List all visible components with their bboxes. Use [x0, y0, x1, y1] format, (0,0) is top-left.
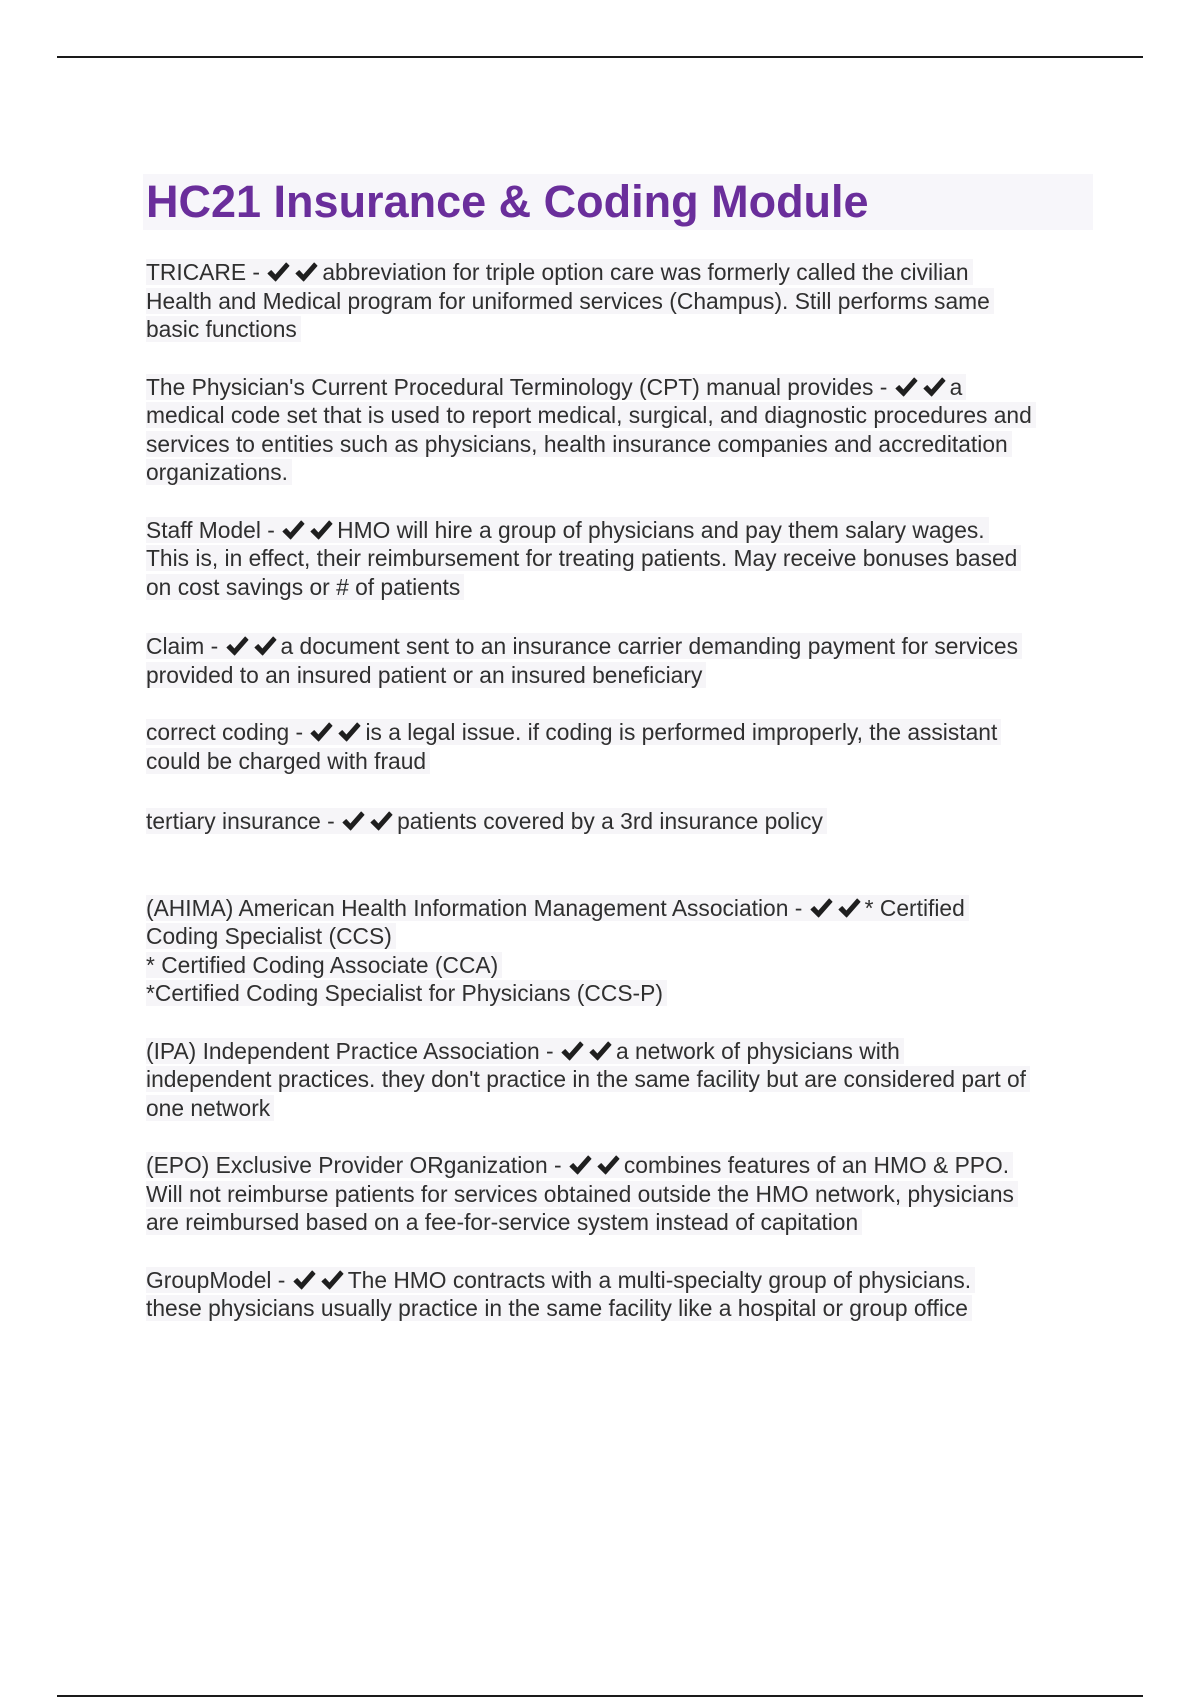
entry-group-model: [146, 1266, 1096, 1323]
entry-definition-line: could be charged with fraud: [146, 748, 430, 774]
entry-definition-line: Coding Specialist (CCS): [146, 923, 396, 949]
entry-tricare: [146, 258, 1096, 344]
entry-definition-line: patients covered by a 3rd insurance policy: [397, 808, 823, 834]
entry-staff-model: [146, 516, 1096, 602]
entry-definition-line: medical code set that is used to report medical, surgical, and diagnostic procedures and: [146, 402, 1036, 428]
entry-definition-line: a: [949, 373, 963, 400]
check-mark-icon: [337, 721, 363, 743]
entry-ipa: [146, 1037, 1096, 1123]
check-mark-icon: [281, 519, 307, 541]
entry-correct-coding: [146, 718, 1096, 775]
entry-term: Staff Model -: [146, 516, 282, 543]
entry-definition-line: The HMO contracts with a multi-specialty group of physicians.: [347, 1266, 972, 1293]
entry-tertiary-insurance: [146, 807, 1096, 836]
check-mark-icon: [341, 810, 367, 832]
check-mark-icon: [894, 376, 920, 398]
entry-epo: [146, 1151, 1096, 1237]
check-mark-icon: [837, 897, 863, 919]
entry-definition-line: This is, in effect, their reimbursement for treating patients. May receive bonuses based: [146, 545, 1021, 571]
entry-definition-line: services to entities such as physicians, health insurance companies and accreditation: [146, 431, 1012, 457]
check-mark-icon: [294, 261, 320, 283]
entry-term: Claim -: [146, 633, 225, 659]
check-mark-icon: [292, 1269, 318, 1291]
entry-definition-line: abbreviation for triple option care was formerly called the civilian: [322, 259, 969, 285]
check-mark-icon: [588, 1040, 614, 1062]
entry-definition-line: organizations.: [146, 459, 292, 485]
entry-term: (EPO) Exclusive Provider ORganization -: [146, 1152, 568, 1178]
check-mark-icon: [560, 1040, 586, 1062]
entry-definition-line: Health and Medical program for uniformed services (Champus). Still performs same: [146, 288, 994, 314]
entry-definition-line: provided to an insured patient or an insured beneficiary: [146, 662, 706, 688]
check-mark-icon: [809, 897, 835, 919]
entry-definition-line: is a legal issue. if coding is performed improperly, the assistant: [365, 719, 998, 745]
flashcard-list: [146, 258, 1096, 1323]
entry-ahima: [146, 894, 1096, 1008]
entry-definition-line: combines features of an HMO & PPO.: [623, 1152, 1010, 1178]
check-mark-icon: [369, 810, 395, 832]
entry-definition-line: * Certified Coding Associate (CCA): [146, 952, 502, 978]
check-mark-icon: [266, 261, 292, 283]
entry-term: tertiary insurance -: [146, 808, 342, 834]
entry-definition-line: these physicians usually practice in the same facility like a hospital or group office: [146, 1295, 972, 1321]
top-rule: [57, 56, 1143, 58]
entry-term: correct coding -: [146, 719, 310, 745]
entry-claim: [146, 632, 1096, 689]
bottom-rule: [57, 1695, 1143, 1697]
check-mark-icon: [309, 721, 335, 743]
entry-definition-line: HMO will hire a group of physicians and pay them salary wages.: [337, 516, 985, 543]
entry-definition-line: one network: [146, 1095, 274, 1121]
entry-term: The Physician's Current Procedural Terminology (CPT) manual provides -: [146, 373, 894, 400]
check-mark-icon: [253, 635, 279, 657]
entry-term: (IPA) Independent Practice Association -: [146, 1037, 560, 1064]
entry-term: (AHIMA) American Health Information Management Association -: [146, 894, 809, 921]
check-mark-icon: [922, 376, 948, 398]
entry-term: TRICARE -: [146, 259, 267, 285]
check-mark-icon: [568, 1154, 594, 1176]
entry-definition-line: are reimbursed based on a fee-for-service system instead of capitation: [146, 1209, 862, 1235]
entry-definition-line: a network of physicians with: [615, 1037, 900, 1064]
check-mark-icon: [309, 519, 335, 541]
entry-definition-line: *Certified Coding Specialist for Physicians (CCS-P): [146, 980, 667, 1006]
page-title: HC21 Insurance & Coding Module: [146, 176, 869, 227]
entry-definition-line: a document sent to an insurance carrier demanding payment for services: [280, 633, 1019, 659]
entry-definition-line: * Certified: [864, 894, 965, 921]
check-mark-icon: [596, 1154, 622, 1176]
check-mark-icon: [225, 635, 251, 657]
check-mark-icon: [320, 1269, 346, 1291]
entry-definition-line: Will not reimburse patients for services obtained outside the HMO network, physicians: [146, 1181, 1018, 1207]
entry-cpt-manual: [146, 373, 1096, 487]
entry-definition-line: independent practices. they don't practice in the same facility but are considered part of: [146, 1066, 1030, 1092]
entry-term: GroupModel -: [146, 1266, 292, 1293]
entry-definition-line: on cost savings or # of patients: [146, 574, 464, 600]
entry-definition-line: basic functions: [146, 316, 301, 342]
